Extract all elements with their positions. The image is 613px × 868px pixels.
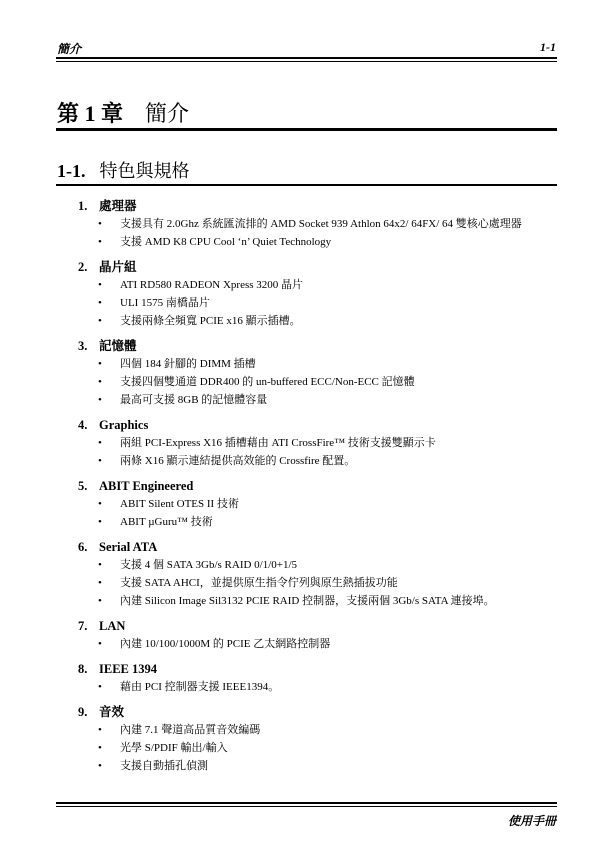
feature-title: Serial ATA: [99, 540, 158, 554]
feature-bullet: [78, 215, 558, 233]
feature-bullet: [78, 391, 558, 409]
feature-title: 處理器: [99, 199, 137, 213]
header-rule-thick: [56, 57, 557, 59]
feature-number: 7.: [78, 619, 88, 633]
feature-heading: [78, 617, 558, 635]
feature-heading: [78, 660, 558, 678]
feature-title: ABIT Engineered: [99, 479, 194, 493]
feature-heading: [78, 477, 558, 495]
feature-bullet: [78, 312, 558, 330]
feature-number: 8.: [78, 662, 88, 676]
feature-bullet-text: 支援 4 個 SATA 3Gb/s RAID 0/1/0+1/5: [120, 559, 298, 571]
feature-heading: [78, 703, 558, 721]
feature-item: [78, 258, 558, 330]
feature-bullet: [78, 721, 558, 739]
feature-list: [78, 197, 558, 782]
section-heading: [57, 157, 190, 183]
feature-title: 晶片組: [99, 260, 137, 274]
feature-bullet-list: [78, 635, 558, 653]
footer-manual-label: 使用手冊: [507, 814, 556, 828]
feature-bullet-text: 支援 SATA AHCI，並提供原生指令佇列與原生熱插拔功能: [120, 577, 398, 589]
feature-title: Graphics: [99, 418, 149, 432]
feature-bullet-text: 支援具有 2.0Ghz 系統匯流排的 AMD Socket 939 Athlon 64x2/ 64FX/ 64 雙核心處理器: [120, 218, 522, 230]
feature-bullet: [78, 233, 558, 251]
feature-bullet-text: 藉由 PCI 控制器支援 IEEE1394。: [120, 681, 280, 693]
feature-bullet-text: ATI RD580 RADEON Xpress 3200 晶片: [120, 279, 304, 291]
feature-heading: [78, 416, 558, 434]
feature-bullet-text: 內建 Silicon Image Sil3132 PCIE RAID 控制器，支援兩個 3Gb/s SATA 連接埠。: [120, 595, 495, 607]
bullet-icon: •: [98, 724, 102, 736]
feature-bullet: [78, 592, 558, 610]
feature-item: [78, 337, 558, 409]
feature-title: 記憶體: [99, 339, 137, 353]
section-number: 1-1.: [57, 161, 86, 181]
feature-bullet-text: 兩組 PCI-Express X16 插槽藉由 ATI CrossFire™ 技術支援雙顯示卡: [120, 437, 436, 449]
feature-number: 4.: [78, 418, 88, 432]
feature-number: 6.: [78, 540, 88, 554]
bullet-icon: •: [98, 297, 102, 309]
feature-bullet-text: 支援四個雙通道 DDR400 的 un-buffered ECC/Non-ECC 記憶體: [120, 376, 415, 388]
feature-bullet-list: [78, 721, 558, 775]
feature-number: 2.: [78, 260, 88, 274]
feature-title: IEEE 1394: [99, 662, 158, 676]
feature-heading: [78, 538, 558, 556]
feature-bullet-text: 內建 7.1 聲道高品質音效編碼: [120, 724, 261, 736]
feature-bullet-text: 支援自動插孔偵測: [120, 760, 208, 772]
footer-rule-thin: [56, 806, 557, 807]
bullet-icon: •: [98, 236, 102, 248]
bullet-icon: •: [98, 455, 102, 467]
feature-bullet-list: [78, 678, 558, 696]
feature-bullet-text: ULI 1575 南橋晶片: [120, 297, 210, 309]
feature-bullet-text: 四個 184 針腳的 DIMM 插槽: [120, 358, 256, 370]
bullet-icon: •: [98, 279, 102, 291]
chapter-rule: [56, 128, 557, 131]
feature-number: 5.: [78, 479, 88, 493]
feature-bullet-list: [78, 434, 558, 470]
section-title: 特色與規格: [99, 161, 190, 181]
feature-bullet: [78, 276, 558, 294]
feature-item: [78, 703, 558, 775]
header-chapter-label: 簡介: [57, 42, 82, 56]
header-page-number: 1-1: [540, 40, 556, 54]
feature-heading: [78, 258, 558, 276]
feature-bullet: [78, 294, 558, 312]
feature-bullet-text: 最高可支援 8GB 的記憶體容量: [120, 394, 268, 406]
feature-item: [78, 660, 558, 696]
feature-bullet: [78, 574, 558, 592]
feature-bullet-list: [78, 215, 558, 251]
feature-heading: [78, 197, 558, 215]
feature-bullet: [78, 355, 558, 373]
feature-bullet: [78, 373, 558, 391]
bullet-icon: •: [98, 394, 102, 406]
feature-title: 音效: [99, 705, 125, 719]
bullet-icon: •: [98, 595, 102, 607]
feature-bullet: [78, 556, 558, 574]
feature-number: 1.: [78, 199, 88, 213]
feature-heading: [78, 337, 558, 355]
bullet-icon: •: [98, 577, 102, 589]
chapter-number: 第 1 章: [57, 101, 124, 126]
bullet-icon: •: [98, 315, 102, 327]
bullet-icon: •: [98, 559, 102, 571]
feature-bullet: [78, 513, 558, 531]
bullet-icon: •: [98, 742, 102, 754]
feature-bullet-text: 支援兩條全頻寬 PCIE x16 顯示插槽。: [120, 315, 301, 327]
feature-bullet: [78, 757, 558, 775]
feature-item: [78, 538, 558, 610]
header-rule-thin: [56, 61, 557, 62]
feature-bullet-list: [78, 355, 558, 409]
feature-bullet-text: 兩條 X16 顯示連結提供高效能的 Crossfire 配置。: [120, 455, 356, 467]
feature-bullet: [78, 739, 558, 757]
feature-bullet: [78, 495, 558, 513]
feature-bullet-text: 支援 AMD K8 CPU Cool ‘n’ Quiet Technology: [120, 236, 332, 248]
feature-bullet-text: ABIT Silent OTES II 技術: [120, 498, 239, 510]
feature-bullet: [78, 434, 558, 452]
footer-rule-thick: [56, 802, 557, 804]
feature-item: [78, 416, 558, 470]
feature-bullet-text: 光學 S/PDIF 輸出/輸入: [120, 742, 228, 754]
feature-bullet-list: [78, 556, 558, 610]
feature-item: [78, 617, 558, 653]
feature-bullet: [78, 452, 558, 470]
feature-bullet-list: [78, 495, 558, 531]
feature-item: [78, 477, 558, 531]
feature-bullet: [78, 678, 558, 696]
feature-number: 9.: [78, 705, 88, 719]
feature-bullet-text: ABIT µGuru™ 技術: [120, 516, 213, 528]
bullet-icon: •: [98, 358, 102, 370]
bullet-icon: •: [98, 760, 102, 772]
feature-item: [78, 197, 558, 251]
section-rule: [56, 184, 557, 186]
bullet-icon: •: [98, 498, 102, 510]
feature-number: 3.: [78, 339, 88, 353]
bullet-icon: •: [98, 681, 102, 693]
bullet-icon: •: [98, 516, 102, 528]
bullet-icon: •: [98, 638, 102, 650]
bullet-icon: •: [98, 218, 102, 230]
bullet-icon: •: [98, 437, 102, 449]
feature-bullet-list: [78, 276, 558, 330]
bullet-icon: •: [98, 376, 102, 388]
chapter-heading: [57, 97, 189, 128]
feature-title: LAN: [99, 619, 126, 633]
feature-bullet: [78, 635, 558, 653]
chapter-title: 簡介: [145, 101, 190, 126]
feature-bullet-text: 內建 10/100/1000M 的 PCIE 乙太網路控制器: [120, 638, 331, 650]
